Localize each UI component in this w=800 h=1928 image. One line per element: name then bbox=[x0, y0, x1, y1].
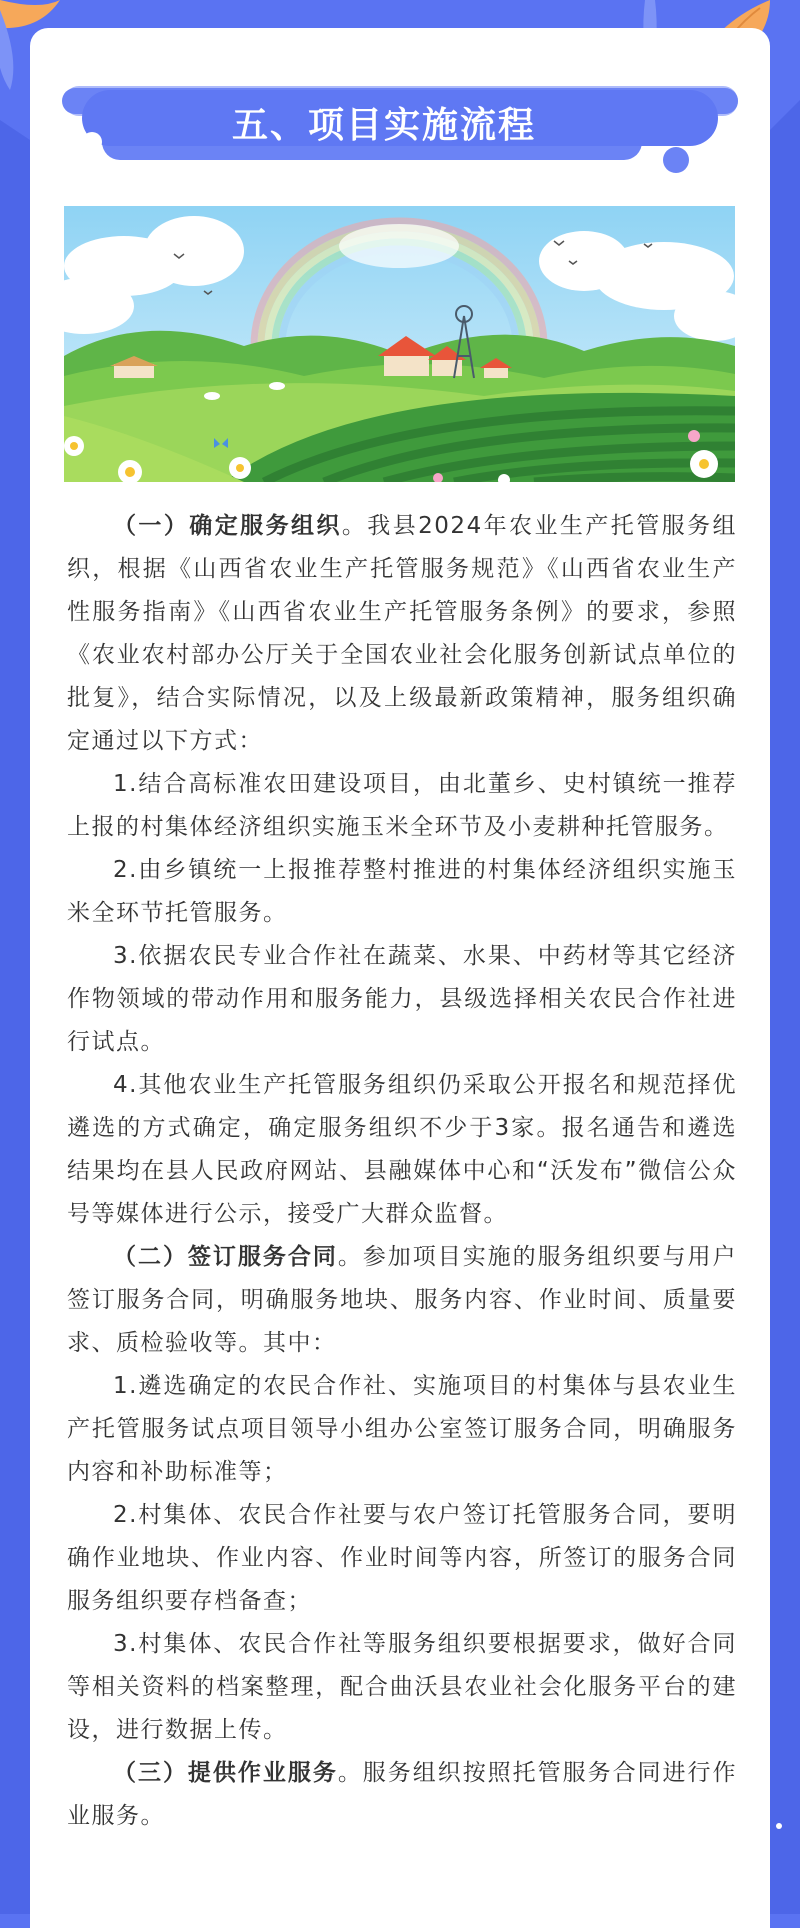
section-1-item-4: 4.其他农业生产托管服务组织仍采取公开报名和规范择优遴选的方式确定，确定服务组织不少于3家。报名通告和遴选结果均在县人民政府网站、县融媒体中心和“沃发布”微信公众号等媒体进行公示，接受广大群众监督。 bbox=[67, 1072, 737, 1227]
decorative-dot bbox=[776, 1823, 782, 1829]
section-1-item-1: 1.结合高标准农田建设项目，由北董乡、史村镇统一推荐上报的村集体经济组织实施玉米全环节及小麦耕种托管服务。 bbox=[67, 771, 737, 840]
article-body bbox=[67, 505, 737, 1838]
section-1-heading: （一）确定服务组织 bbox=[113, 513, 342, 539]
section-2-item-3: 3.村集体、农民合作社等服务组织要根据要求，做好合同等相关资料的档案整理，配合曲沃县农业社会化服务平台的建设，进行数据上传。 bbox=[67, 1631, 737, 1743]
section-2-item-2: 2.村集体、农民合作社要与农户签订托管服务合同，要明确作业地块、作业内容、作业时间等内容，所签订的服务合同服务组织要存档备查； bbox=[67, 1502, 737, 1614]
section-3-intro: （三）提供作业服务。服务组织按照托管服务合同进行作业服务。 bbox=[67, 1760, 738, 1829]
section-2-heading: （二）签订服务合同 bbox=[113, 1244, 338, 1270]
section-1-item-3: 3.依据农民专业合作社在蔬菜、水果、中药材等其它经济作物领域的带动作用和服务能力，县级选择相关农民合作社进行试点。 bbox=[67, 943, 737, 1055]
section-3-heading: （三）提供作业服务 bbox=[113, 1760, 338, 1786]
section-2-item-1: 1.遴选确定的农民合作社、实施项目的村集体与县农业生产托管服务试点项目领导小组办公室签订服务合同，明确服务内容和补助标准等； bbox=[67, 1373, 737, 1485]
section-title: 五、项目实施流程 bbox=[231, 105, 536, 146]
section-2-intro: （二）签订服务合同。参加项目实施的服务组织要与用户签订服务合同，明确服务地块、服务内容、作业时间、质量要求、质检验收等。其中： bbox=[67, 1244, 738, 1356]
section-1-item-2: 2.由乡镇统一上报推荐整村推进的村集体经济组织实施玉米全环节托管服务。 bbox=[67, 857, 737, 926]
section-1-intro: （一）确定服务组织。我县2024年农业生产托管服务组织，根据《山西省农业生产托管服务规范》《山西省农业生产性服务指南》《山西省农业生产托管服务条例》的要求，参照《农业农村部办公厅关于全国农业社会化服务创新试点单位的批复》，结合实际情况，以及上级最新政策精神，服务组织确定通过以下方式： bbox=[67, 513, 737, 754]
countryside-illustration bbox=[64, 206, 735, 482]
